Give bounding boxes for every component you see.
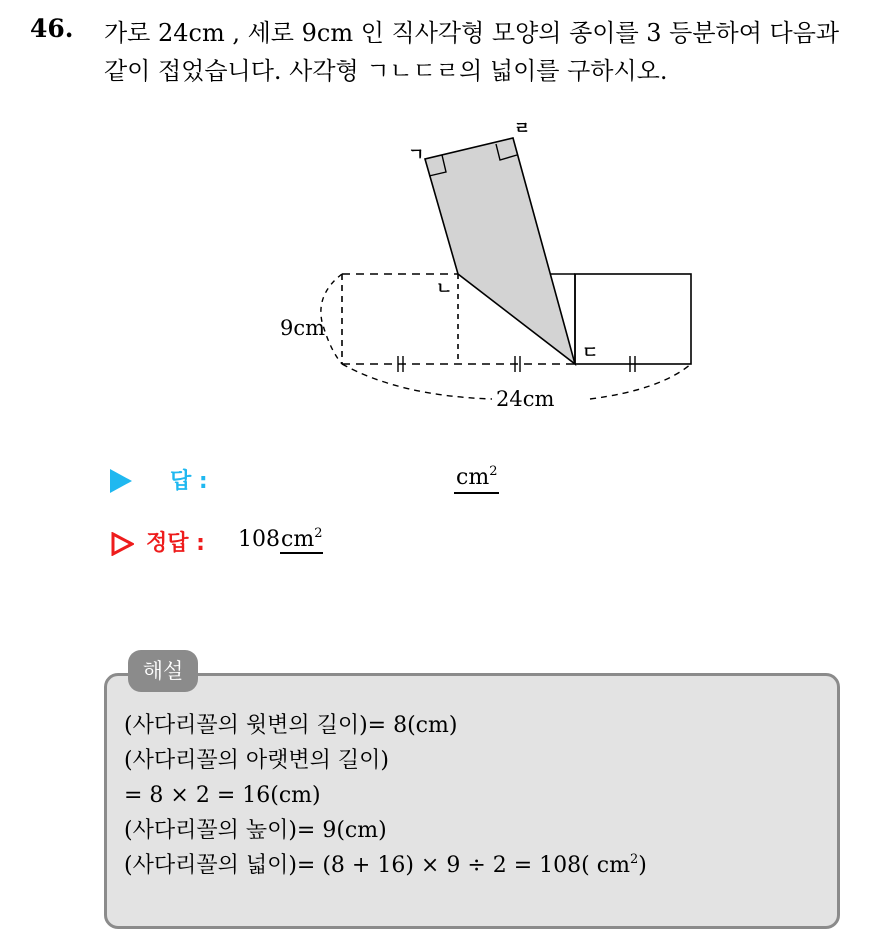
question-text [104, 14, 874, 90]
correct-value [238, 527, 323, 552]
correct-unit-exponent: 2 [314, 526, 323, 541]
correct-number: 108 [238, 527, 280, 552]
explanation-line-1: (사다리꼴의 윗변의 길이)= 8(cm) [124, 713, 458, 738]
question-number: 46. [30, 14, 74, 43]
explanation-tab: 해설 [128, 650, 198, 692]
vertex-label-a: ㄱ [408, 145, 425, 165]
vertex-label-d: ㄹ [514, 119, 531, 139]
explanation-line-3: = 8 × 2 = 16(cm) [124, 783, 321, 808]
vertex-label-c: ㄷ [582, 343, 599, 363]
correct-label: 정답 : [146, 531, 205, 556]
answer-unit-exponent: 2 [489, 464, 498, 479]
explanation-lines [124, 708, 647, 883]
answer-label: 답 : [170, 469, 208, 494]
explanation-line-5-close: ) [638, 853, 647, 878]
outline-triangle-icon [110, 532, 134, 556]
explanation-line-5-unit: cm [589, 853, 630, 878]
width-label: 24cm [496, 387, 555, 411]
explanation-line-5 [124, 848, 647, 883]
height-label: 9cm [280, 316, 326, 340]
answer-unit: cm [456, 465, 490, 490]
vertex-label-b: ㄴ [436, 279, 453, 299]
play-triangle-icon [110, 469, 132, 493]
explanation-line-4: (사다리꼴의 높이)= 9(cm) [124, 818, 387, 843]
correct-unit: cm [281, 527, 315, 552]
question-line-1: 가로 24cm , 세로 9cm 인 직사각형 모양의 종이를 3 등분하여 다음과 [104, 19, 840, 47]
explanation-line-2: (사다리꼴의 아랫변의 길이) [124, 748, 389, 773]
question-line-2: 같이 접었습니다. 사각형 ㄱㄴㄷㄹ의 넓이를 구하시오. [104, 57, 668, 85]
folded-quadrilateral [425, 138, 575, 364]
explanation-line-5-text: (사다리꼴의 넓이)= (8 + 16) × 9 ÷ 2 = 108( [124, 853, 590, 878]
correct-unit-wrap [280, 527, 323, 554]
explanation-line-5-exp: 2 [629, 852, 639, 867]
answer-blank[interactable] [454, 464, 499, 494]
folded-paper-figure [260, 110, 740, 420]
